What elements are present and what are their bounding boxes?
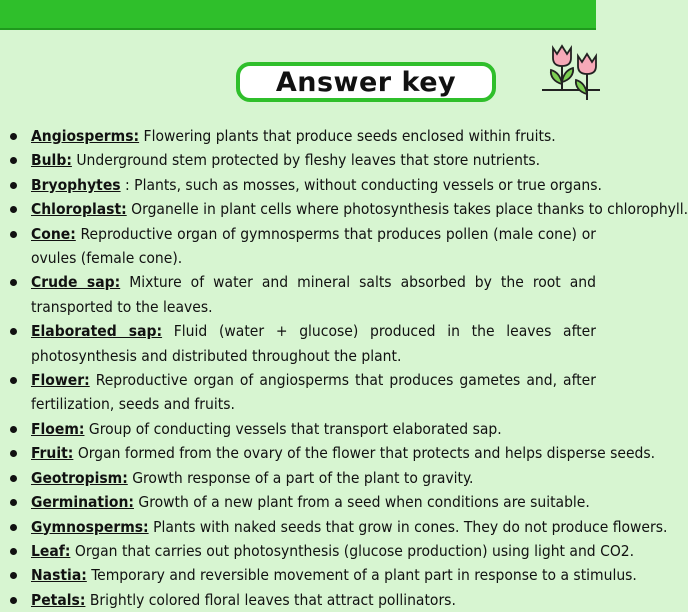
glossary-definition: Temporary and reversible movement of a plant part in response to a stimulus. xyxy=(91,566,637,585)
glossary-term: Geotropism: xyxy=(31,468,128,487)
glossary-definition: Reproductive organ of gymnosperms that produces pollen (male cone) or ovules (female cone). xyxy=(31,224,596,268)
glossary-definition: Plants with naked seeds that grow in cones. They do not produce flowers. xyxy=(153,517,668,536)
glossary-term: Chloroplast: xyxy=(31,200,127,219)
glossary-term: Nastia: xyxy=(31,566,87,585)
bullet-icon xyxy=(10,157,17,164)
glossary-term: Fruit: xyxy=(31,444,74,463)
bullet-icon xyxy=(10,548,17,555)
glossary-definition: Organ formed from the ovary of the flower that protects and helps disperse seeds. xyxy=(77,444,656,463)
glossary-item xyxy=(0,319,596,368)
glossary-item xyxy=(0,270,596,319)
page-title: Answer key xyxy=(275,66,457,98)
bullet-icon xyxy=(10,206,17,213)
glossary-item xyxy=(0,563,637,587)
glossary-item xyxy=(0,368,596,417)
glossary-term: Gymnosperms: xyxy=(31,517,149,536)
bullet-icon xyxy=(10,133,17,140)
bullet-icon xyxy=(10,328,17,335)
glossary-term: Angiosperms: xyxy=(31,127,140,145)
glossary-term: Flower: xyxy=(31,371,90,390)
glossary-definition: Reproductive organ of angiosperms that produces gametes and, after fertilization, seeds and fruits. xyxy=(31,371,596,414)
bullet-icon xyxy=(10,426,17,433)
glossary-item xyxy=(0,539,635,563)
glossary-definition: Brightly colored floral leaves that attract pollinators. xyxy=(89,590,456,609)
bullet-icon xyxy=(10,597,17,604)
glossary-definition: Group of conducting vessels that transport elaborated sap. xyxy=(88,419,502,438)
glossary-term: Bryophytes xyxy=(31,175,121,194)
glossary-term: Crude sap: xyxy=(31,273,121,292)
glossary-term: Petals: xyxy=(31,590,86,609)
top-banner xyxy=(0,0,596,30)
glossary-term: Elaborated sap: xyxy=(31,322,163,341)
bullet-icon xyxy=(10,231,17,238)
bullet-icon xyxy=(10,450,17,457)
bullet-icon xyxy=(10,475,17,482)
glossary-definition: Fluid (water + glucose) produced in the leaves after photosynthesis and distributed throughout the plant. xyxy=(31,322,596,365)
glossary-definition: Growth of a new plant from a seed when conditions are suitable. xyxy=(138,493,590,512)
glossary-item xyxy=(0,222,596,271)
bullet-icon xyxy=(10,524,17,531)
glossary-item xyxy=(0,490,620,514)
glossary-definition: Flowering plants that produce seeds enclosed within fruits. xyxy=(143,127,556,145)
glossary-item xyxy=(0,173,620,197)
glossary-term: Floem: xyxy=(31,419,85,438)
glossary-definition: : Plants, such as mosses, without conducting vessels or true organs. xyxy=(125,175,602,194)
glossary-item xyxy=(0,466,620,490)
glossary-term: Bulb: xyxy=(31,151,72,170)
glossary-item xyxy=(0,197,688,221)
title-frame xyxy=(236,62,496,102)
tulip-flowers-icon xyxy=(540,38,600,108)
bullet-icon xyxy=(10,499,17,506)
glossary-item xyxy=(0,417,620,441)
bullet-icon xyxy=(10,182,17,189)
glossary-definition: Underground stem protected by fleshy leaves that store nutrients. xyxy=(76,151,541,170)
glossary-definition: Mixture of water and mineral salts absorbed by the root and transported to the leaves. xyxy=(31,273,596,316)
glossary-term: Leaf: xyxy=(31,541,71,560)
bullet-icon xyxy=(10,572,17,579)
glossary-definition: Growth response of a part of the plant to gravity. xyxy=(132,468,474,487)
glossary-item xyxy=(0,441,656,465)
bullet-icon xyxy=(10,279,17,286)
glossary-term: Germination: xyxy=(31,493,134,512)
glossary-item xyxy=(0,588,620,612)
glossary-item xyxy=(0,148,620,172)
glossary-definition: Organelle in plant cells where photosynthesis takes place thanks to chlorophyll. xyxy=(131,200,688,219)
bullet-icon xyxy=(10,377,17,384)
glossary-term: Cone: xyxy=(31,224,76,243)
glossary-item xyxy=(0,515,668,539)
glossary-item xyxy=(0,124,620,148)
glossary-definition: Organ that carries out photosynthesis (glucose production) using light and CO2. xyxy=(74,541,635,560)
glossary-list xyxy=(0,124,688,612)
